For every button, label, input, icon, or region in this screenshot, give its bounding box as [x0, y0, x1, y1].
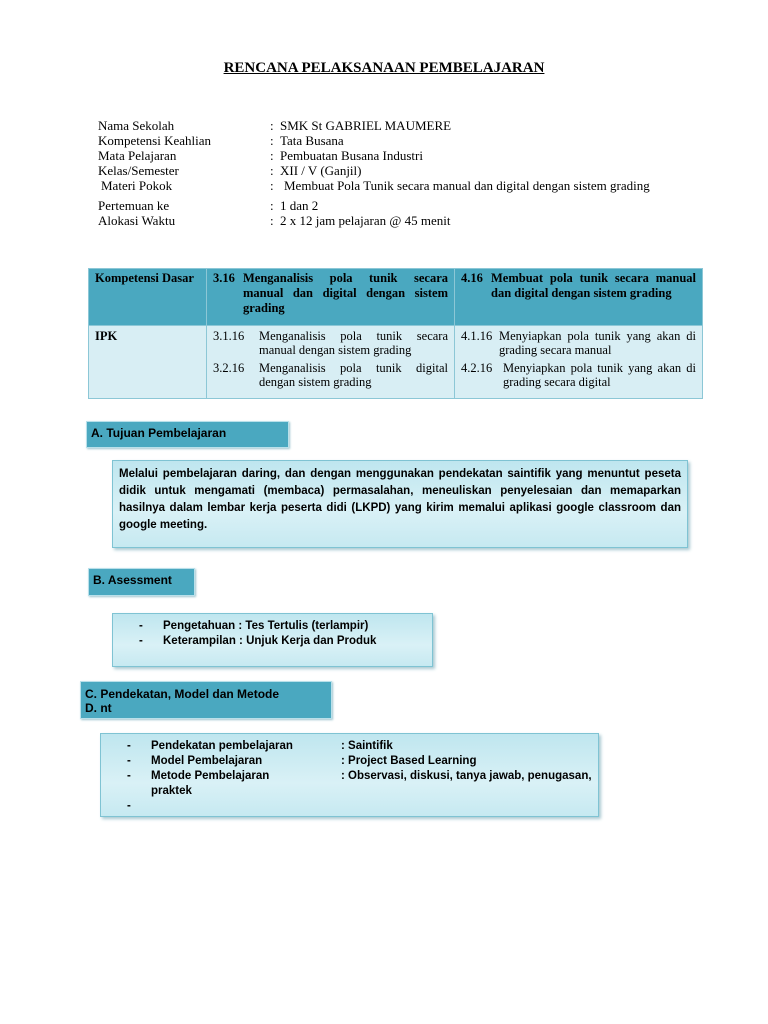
identity-colon: :: [270, 198, 274, 213]
ipk-text: Menyiapkan pola tunik yang akan di grading secara digital: [503, 361, 696, 389]
identity-colon: :: [270, 133, 274, 148]
list-item: - Pendekatan pembelajaran : Saintifik: [127, 740, 393, 752]
identity-row-school: [98, 118, 698, 133]
identity-value: Tata Busana: [280, 133, 344, 148]
identity-value: Membuat Pola Tunik secara manual dan digital dengan sistem grading: [284, 178, 650, 193]
ipk-number: 3.1.16: [213, 329, 245, 343]
ipk-text: Menganalisis pola tunik secara manual dengan sistem grading: [259, 329, 448, 357]
ipk-number: 3.2.16: [213, 361, 245, 375]
list-item: - Model Pembelajaran : Project Based Learning: [127, 755, 477, 767]
identity-value: Pembuatan Busana Industri: [280, 148, 423, 163]
section-c-label: [80, 681, 332, 719]
list-item: -: [127, 800, 131, 812]
kd-head-label: Kompetensi Dasar: [89, 269, 207, 326]
identity-colon: :: [270, 178, 274, 193]
identity-label: Alokasi Waktu: [98, 213, 176, 228]
section-b-box: [112, 613, 433, 667]
section-c-label-line2: D. nt: [85, 701, 112, 715]
kd4-text: Membuat pola tunik secara manual dan digital dengan sistem grading: [491, 271, 696, 300]
identity-row-time: [98, 213, 698, 228]
ipk4-cell: [455, 326, 703, 399]
assessment-list: [139, 619, 432, 649]
approach-list: [127, 739, 598, 814]
identity-row-topic: [98, 178, 698, 193]
section-a-text: Melalui pembelajaran daring, dan dengan menggunakan pendekatan saintifik yang menuntut peseta didik untuk mengamati (membaca) permasalahan, meneuliskan penyelesaian dan memaparkan hasilnya dalam lembar kerja peserta didi (LKPD) yang kirim memalui aplikasi google classroom dan google meeting.: [119, 468, 681, 531]
identity-label: Nama Sekolah: [98, 118, 175, 133]
identity-row-class: [98, 163, 698, 178]
ipk-text: Menyiapkan pola tunik yang akan di grading secara manual: [499, 329, 696, 357]
identity-value: 2 x 12 jam pelajaran @ 45 menit: [280, 213, 451, 228]
section-a-label: A. Tujuan Pembelajaran: [86, 421, 289, 448]
ipk-text: Menganalisis pola tunik digital dengan sistem grading: [259, 361, 448, 389]
identity-value: SMK St GABRIEL MAUMERE: [280, 118, 452, 133]
identity-colon: :: [270, 163, 274, 178]
section-a-box: [112, 460, 688, 548]
competency-table-header: [89, 269, 703, 326]
section-b-label: B. Asessment: [88, 568, 195, 596]
kd3-number: 3.16: [213, 271, 235, 285]
identity-label: Materi Pokok: [101, 178, 173, 193]
identity-colon: :: [270, 148, 274, 163]
identity-label: Pertemuan ke: [98, 198, 170, 213]
ipk-number: 4.2.16: [461, 361, 493, 375]
identity-value: 1 dan 2: [280, 198, 319, 213]
kd3-cell: [207, 269, 455, 326]
ipk3-cell: [207, 326, 455, 399]
section-c-label-line1: C. Pendekatan, Model dan Metode: [85, 687, 280, 701]
identity-row-subject: [98, 148, 698, 163]
ipk-label: IPK: [89, 326, 207, 399]
ipk-row: [89, 326, 703, 399]
identity-block: [98, 118, 698, 228]
identity-row-competency: [98, 133, 698, 148]
identity-label: Kelas/Semester: [98, 163, 179, 178]
identity-value: XII / V (Ganjil): [280, 163, 362, 178]
identity-colon: :: [270, 213, 274, 228]
identity-label: Mata Pelajaran: [98, 148, 177, 163]
ipk-number: 4.1.16: [461, 329, 493, 343]
list-item: - Keterampilan : Unjuk Kerja dan Produk: [139, 635, 377, 647]
identity-colon: :: [270, 118, 274, 133]
kd4-number: 4.16: [461, 271, 483, 285]
document-title: RENCANA PELAKSANAAN PEMBELAJARAN: [223, 60, 545, 76]
section-c-box: [100, 733, 599, 817]
kd4-cell: [455, 269, 703, 326]
kd3-text: Menganalisis pola tunik secara manual dan digital dengan sistem grading: [243, 271, 448, 315]
list-item: - Metode Pembelajaran : Observasi, diskusi, tanya jawab, penugasan,: [127, 770, 592, 782]
competency-table: [88, 268, 703, 399]
identity-label: Kompetensi Keahlian: [98, 133, 211, 148]
list-item-wrap: praktek: [151, 785, 192, 797]
identity-row-meeting: [98, 198, 698, 213]
list-item: - Pengetahuan : Tes Tertulis (terlampir): [139, 620, 369, 632]
